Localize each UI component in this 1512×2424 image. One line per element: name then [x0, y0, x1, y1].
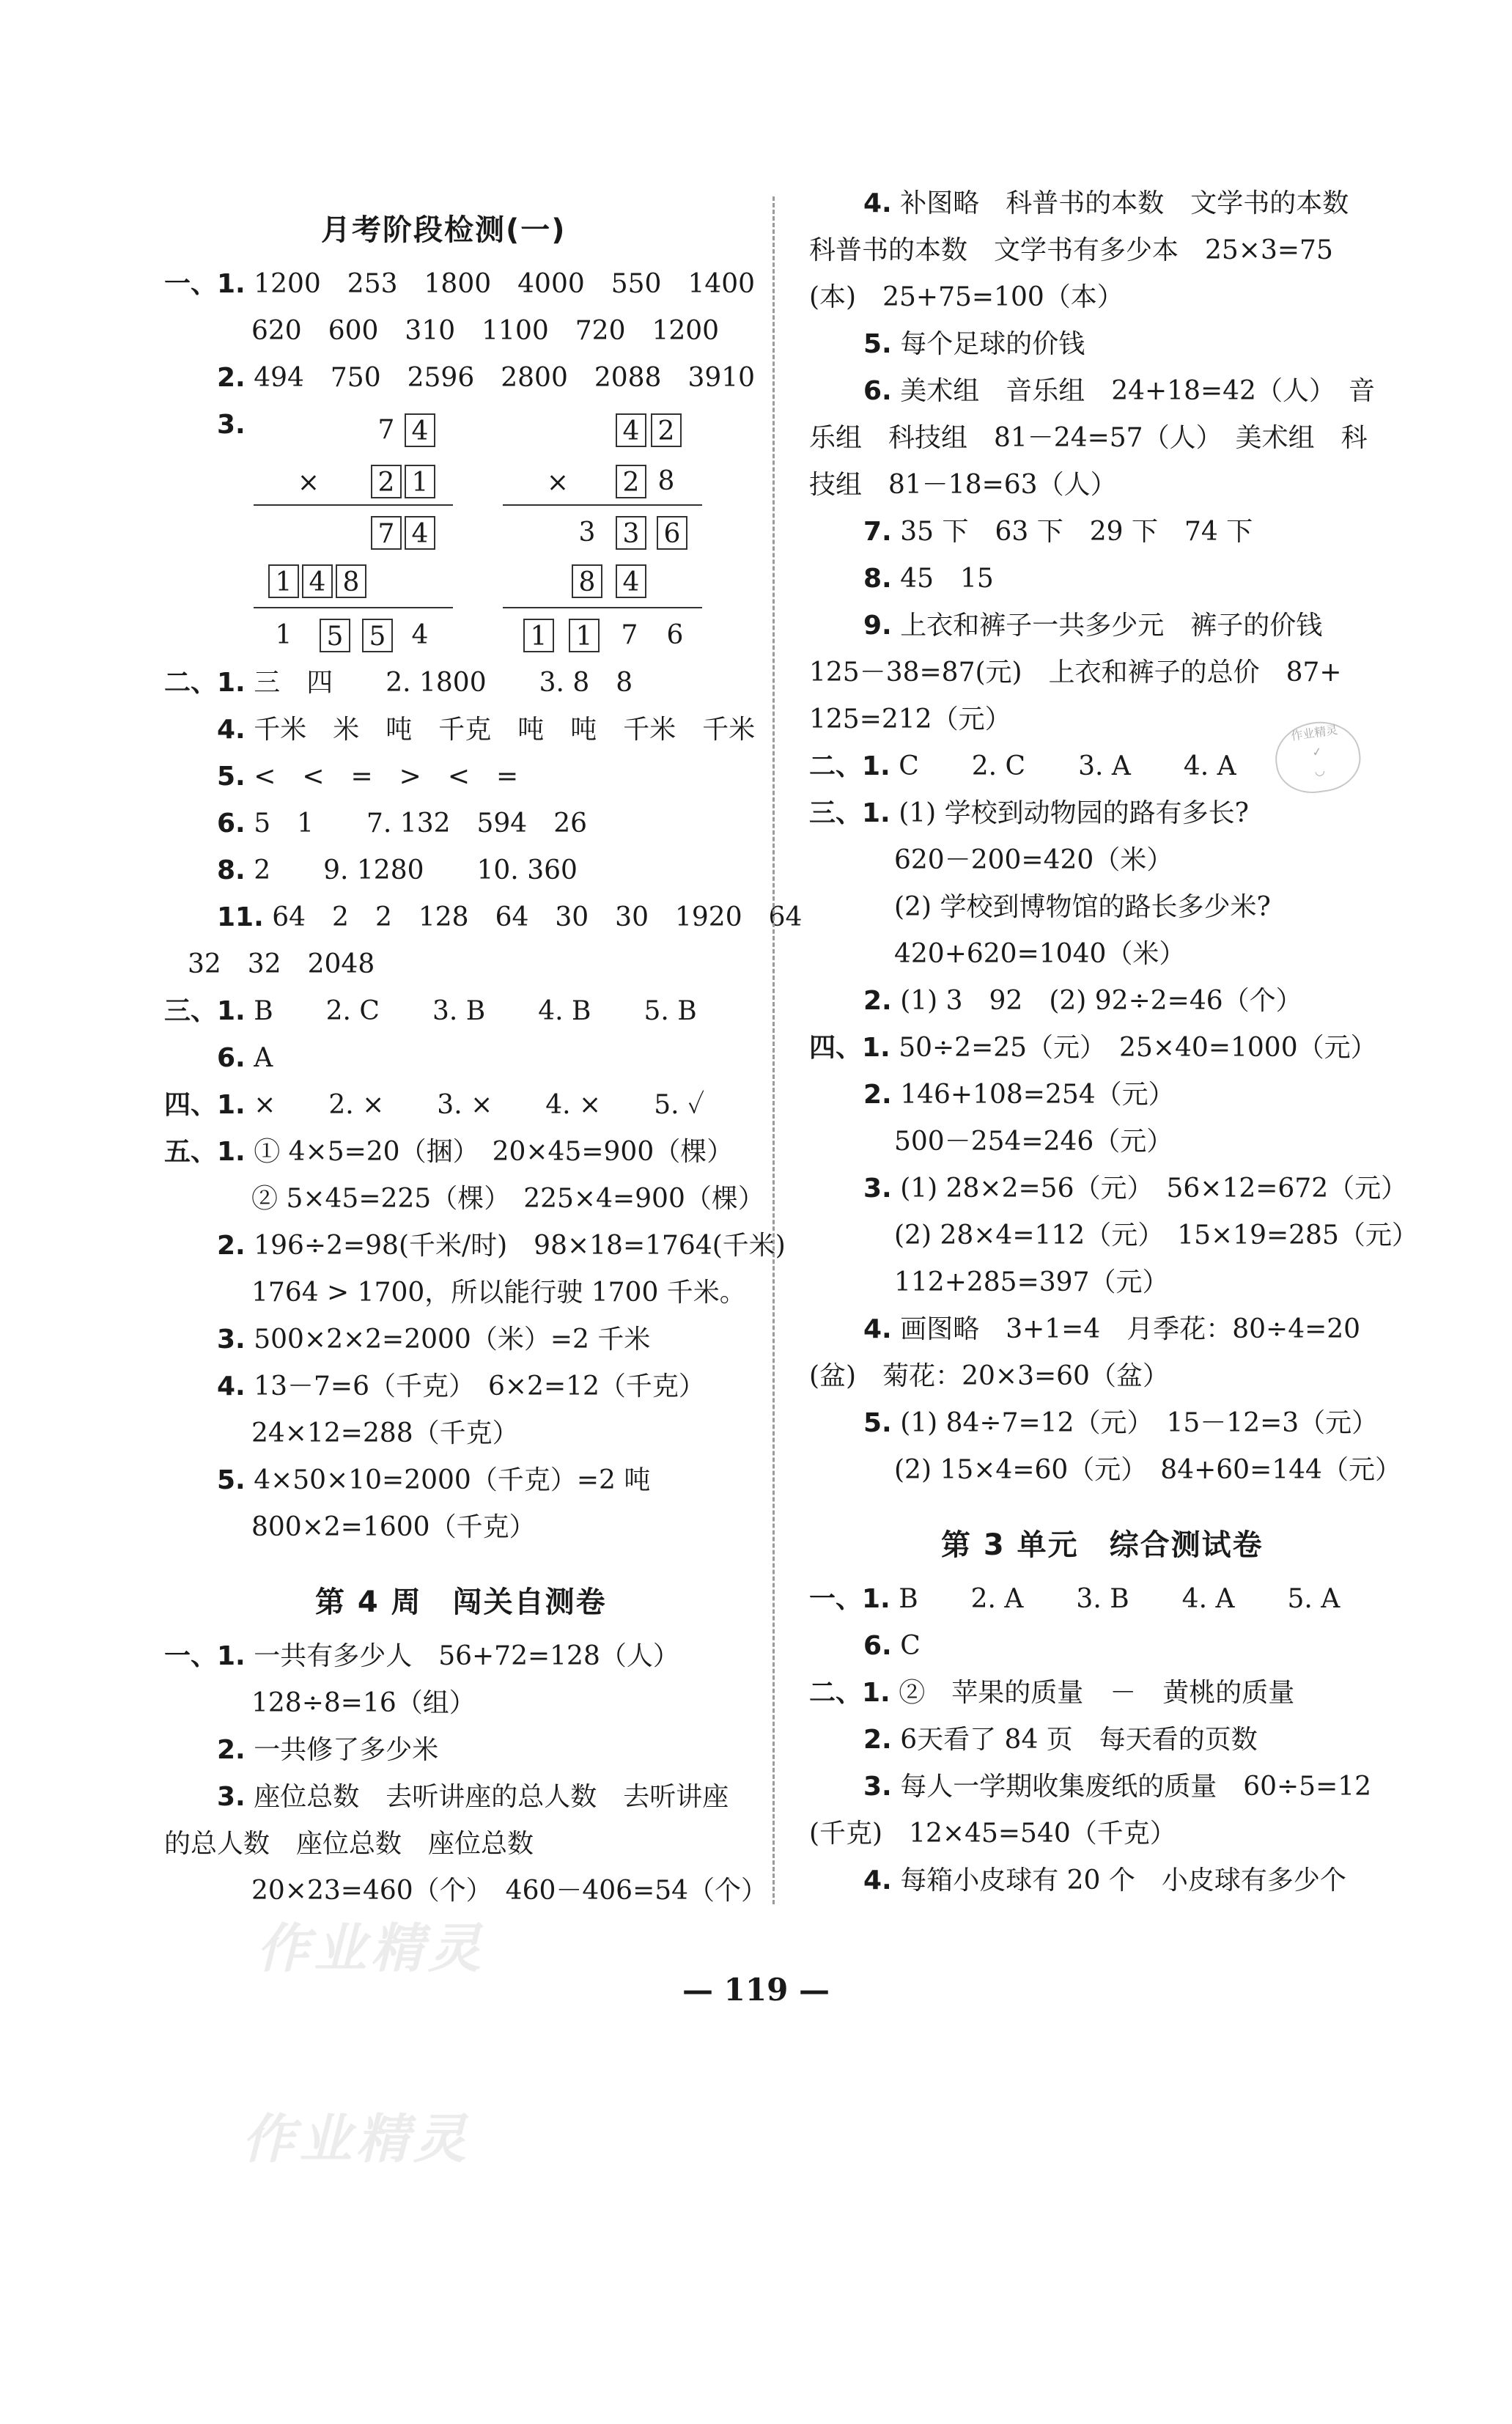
answer-line: 二、1. ② 苹果的质量 － 黄桃的质量	[809, 1678, 1295, 1708]
answer-line: 8. 2 9. 1280 10. 360	[217, 855, 578, 885]
digit-box: 4	[616, 413, 646, 447]
answer-line: 6. A	[217, 1043, 273, 1073]
answer-line: 125－38=87(元) 上衣和裤子的总价 87+	[809, 657, 1342, 688]
answer-line: 5. (1) 84÷7=12（元） 15－12=3（元）	[863, 1408, 1379, 1438]
answer-line: 7. 35 下 63 下 29 下 74 下	[863, 517, 1253, 547]
answer-line: ② 5×45=225（棵） 225×4=900（棵）	[251, 1184, 764, 1214]
digit: 3	[578, 517, 596, 548]
answer-line: 6. 5 1 7. 132 594 26	[217, 808, 588, 839]
answer-line: 二、1. 三 四 2. 1800 3. 8 8	[164, 668, 633, 698]
vertical-multiplication-1-result	[249, 619, 476, 657]
answer-line: (盆) 菊花：20×3=60（盆）	[809, 1361, 1169, 1391]
answer-line: 11. 64 2 2 128 64 30 30 1920 64	[217, 902, 803, 932]
answer-line: (千克) 12×45=540（千克）	[809, 1819, 1176, 1849]
digit-box: 3	[616, 516, 646, 550]
answer-line: 5. < < = > < =	[217, 762, 519, 792]
digit-box: 8	[572, 564, 602, 598]
answer-line: 3. 座位总数 去听讲座的总人数 去听讲座	[217, 1782, 729, 1812]
digit: 1	[275, 620, 292, 650]
digit-box: 4	[616, 564, 646, 598]
answer-line: 32 32 2048	[188, 949, 375, 979]
digit-box: 1	[569, 619, 600, 652]
digit-box: 4	[302, 564, 333, 598]
answer-line: 620 600 310 1100 720 1200	[251, 316, 720, 346]
digit-box: 2	[616, 465, 646, 498]
digit-box: 2	[371, 465, 402, 498]
answer-line: 112+285=397（元）	[894, 1267, 1169, 1297]
answer-line: 3. (1) 28×2=56（元） 56×12=672（元）	[863, 1174, 1408, 1204]
answer-line: 4. 补图略 科普书的本数 文学书的本数	[863, 188, 1349, 218]
answer-line: (2) 15×4=60（元） 84+60=144（元）	[894, 1455, 1401, 1485]
answer-line: 2. 494 750 2596 2800 2088 3910	[217, 363, 756, 393]
answer-line: 一、1. 1200 253 1800 4000 550 1400	[164, 269, 756, 299]
stamp-logo: 作业精灵 ✓ ◡	[1271, 716, 1365, 797]
answer-line: 2. 6天看了 84 页 每天看的页数	[863, 1725, 1258, 1755]
answer-line: 128÷8=16（组）	[251, 1688, 476, 1718]
digit-box: 1	[268, 564, 299, 598]
column-divider	[772, 196, 775, 1904]
answer-line: 四、1. 50÷2=25（元） 25×40=1000（元）	[809, 1033, 1377, 1063]
answer-line: 4. 13－7=6（千克） 6×2=12（千克）	[217, 1371, 705, 1401]
answer-line: (本) 25+75=100（本）	[809, 282, 1124, 312]
digit: 4	[411, 620, 429, 650]
answer-line: 500－254=246（元）	[894, 1127, 1173, 1157]
answer-line: 24×12=288（千克）	[251, 1418, 519, 1448]
answer-line: (2) 28×4=112（元） 15×19=285（元）	[894, 1220, 1418, 1250]
answer-line: 技组 81－18=63（人）	[809, 470, 1117, 500]
answer-line: 2. (1) 3 92 (2) 92÷2=46（个）	[863, 986, 1302, 1016]
answer-line: 科普书的本数 文学书有多少本 25×3=75	[809, 235, 1333, 265]
answer-line: 1764 > 1700，所以能行驶 1700 千米。	[251, 1278, 746, 1308]
answer-line: 2. 146+108=254（元）	[863, 1080, 1175, 1110]
section-title-unit-3: 第 3 单元 综合测试卷	[941, 1528, 1264, 1562]
rule-line	[503, 504, 702, 506]
answer-line: 3. 每人一学期收集废纸的质量 60÷5=12	[863, 1772, 1372, 1802]
watermark: 作业精灵	[257, 1918, 486, 1979]
answer-line: 四、1. × 2. × 3. × 4. × 5. ✓	[164, 1090, 705, 1120]
answer-line: 420+620=1040（米）	[894, 939, 1186, 969]
times-sign: ×	[297, 468, 320, 498]
digit: 7	[621, 620, 638, 650]
answer-line: 的总人数 座位总数 座位总数	[164, 1829, 534, 1859]
answer-line: 4. 画图略 3+1=4 月季花：80÷4=20	[863, 1314, 1361, 1344]
digit-box: 5	[362, 619, 393, 652]
rule-line	[254, 504, 453, 506]
vertical-multiplication-2-result	[498, 619, 726, 657]
digit: 7	[377, 415, 395, 445]
answer-line: 8. 45 15	[863, 564, 994, 594]
answer-line: 二、1. C 2. C 3. A 4. A	[809, 751, 1236, 781]
answer-line: 6. 美术组 音乐组 24+18=42（人） 音	[863, 376, 1375, 406]
answer-line: 五、1. ① 4×5=20（捆） 20×45=900（棵）	[164, 1137, 734, 1167]
digit-box: 1	[523, 619, 554, 652]
answer-line: 三、1. B 2. C 3. B 4. B 5. B	[164, 996, 697, 1026]
digit-box: 1	[405, 465, 435, 498]
answer-line: 三、1. (1) 学校到动物园的路有多长?	[809, 798, 1249, 828]
answer-line: 620－200=420（米）	[894, 845, 1173, 875]
digit-box: 4	[405, 413, 435, 447]
answer-line: 6. C	[863, 1631, 921, 1661]
answer-line: (2) 学校到博物馆的路长多少米?	[894, 892, 1271, 922]
answer-line: 一、1. B 2. A 3. B 4. A 5. A	[809, 1584, 1340, 1614]
digit-box: 5	[320, 619, 350, 652]
vertical-multiplication-2	[498, 412, 726, 610]
answer-line: 9. 上衣和裤子一共多少元 裤子的价钱	[863, 611, 1323, 641]
digit: 8	[657, 466, 675, 496]
answer-line: 一、1. 一共有多少人 56+72=128（人）	[164, 1641, 679, 1671]
digit-box: 8	[336, 564, 366, 598]
answer-line: 800×2=1600（千克）	[251, 1512, 536, 1542]
times-sign: ×	[546, 468, 569, 498]
answer-line: 2. 196÷2=98(千米/时) 98×18=1764(千米)	[217, 1231, 786, 1261]
answer-line: 4. 每箱小皮球有 20 个 小皮球有多少个	[863, 1865, 1346, 1896]
answer-line: 4. 千米 米 吨 千克 吨 吨 千米 千米	[217, 715, 756, 745]
rule-line	[503, 607, 702, 608]
section-title-monthly-test: 月考阶段检测(一)	[321, 213, 567, 247]
page-number: — 119 —	[682, 1972, 830, 2008]
answer-line: 3. 500×2×2=2000（米）=2 千米	[217, 1325, 651, 1355]
watermark: 作业精灵	[242, 2108, 471, 2170]
answer-line: 3.	[217, 410, 246, 440]
rule-line	[254, 607, 453, 608]
digit-box: 4	[405, 516, 435, 550]
answer-line: 20×23=460（个） 460－406=54（个）	[251, 1876, 768, 1906]
digit: 6	[666, 620, 684, 650]
digit-box: 2	[651, 413, 682, 447]
answer-line: 125=212（元）	[809, 704, 1011, 734]
section-title-week-4: 第 4 周 闯关自测卷	[315, 1585, 607, 1619]
digit-box: 6	[657, 516, 687, 550]
answer-line: 2. 一共修了多少米	[217, 1735, 439, 1765]
answer-line: 乐组 科技组 81－24=57（人） 美术组 科	[809, 423, 1368, 453]
vertical-multiplication-1	[249, 412, 476, 610]
answer-line: 5. 4×50×10=2000（千克）=2 吨	[217, 1465, 651, 1495]
digit-box: 7	[371, 516, 402, 550]
answer-line: 5. 每个足球的价钱	[863, 329, 1085, 359]
